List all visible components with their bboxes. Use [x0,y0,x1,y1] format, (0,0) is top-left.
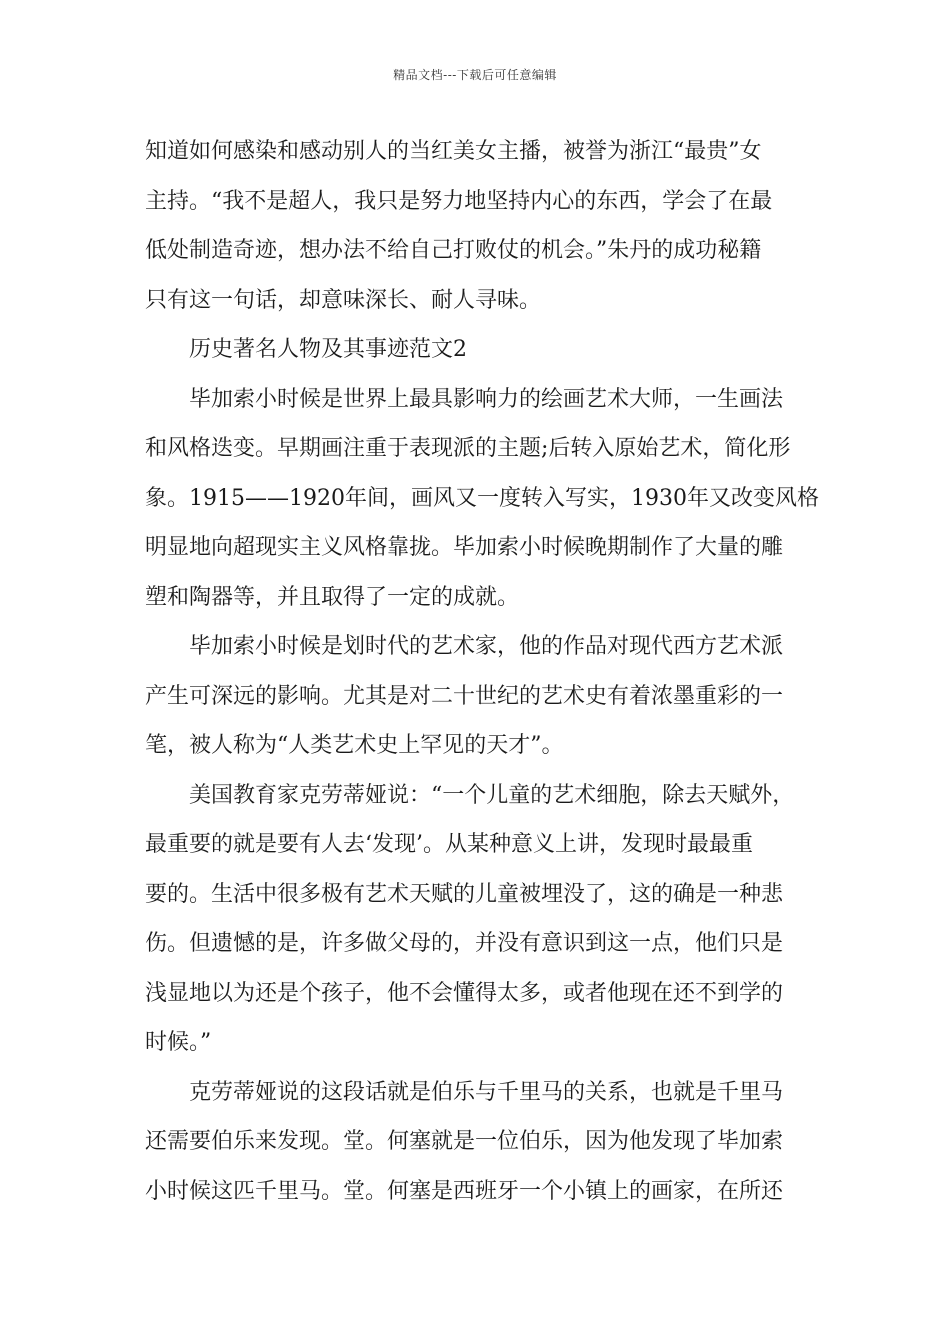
page-header: 精品文档---下载后可任意编辑 [393,68,557,82]
text-line: 还需要伯乐来发现。堂。何塞就是一位伯乐，因为他发现了毕加索 [145,1129,784,1154]
text-line: 知道如何感染和感动别人的当红美女主播，被誉为浙江“最贵”女 [145,139,762,164]
text-line: 毕加索小时候是世界上最具影响力的绘画艺术大师，一生画法 [189,386,784,412]
text-line: 笔，被人称为“人类艺术史上罕见的天才”。 [145,733,564,758]
text-line: 小时候这匹千里马。堂。何塞是西班牙一个小镇上的画家，在所还 [145,1178,784,1204]
text-line: 和风格迭变。早期画注重于表现派的主题;后转入原始艺术，简化形 [145,436,791,461]
text-line: 产生可深远的影响。尤其是对二十世纪的艺术史有着浓墨重彩的一 [145,683,784,709]
text-line: 主持。“我不是超人，我只是努力地坚持内心的东西，学会了在最 [145,188,773,214]
document-body [145,127,819,1216]
text-line: 塑和陶器等，并且取得了一定的成就。 [145,584,520,610]
text-line: 毕加索小时候是划时代的艺术家，他的作品对现代西方艺术派 [189,634,784,659]
text-line: 克劳蒂娅说的这段话就是伯乐与千里马的关系，也就是千里马 [189,1079,784,1105]
text-line: 要的。生活中很多极有艺术天赋的儿童被埋没了，这的确是一种悲 [145,881,784,907]
text-line: 低处制造奇迹，想办法不给自己打败仗的机会。”朱丹的成功秘籍 [145,238,762,263]
text-line: 浅显地以为还是个孩子，他不会懂得太多，或者他现在还不到学的 [145,980,784,1006]
section-heading: 历史著名人物及其事迹范文2 [189,337,467,362]
text-line: 伤。但遗憾的是，许多做父母的，并没有意识到这一点，他们只是 [145,931,784,956]
text-line: 美国教育家克劳蒂娅说：“一个儿童的艺术细胞，除去天赋外， [189,782,795,808]
text-line: 明显地向超现实主义风格靠拢。毕加索小时候晚期制作了大量的雕 [145,535,784,560]
text-line: 象。1915——1920年间，画风又一度转入写实，1930年又改变风格 [145,485,819,511]
text-line: 时候。” [145,1030,212,1055]
text-line: 最重要的就是要有人去‘发现’。从某种意义上讲，发现时最最重 [145,832,753,857]
text-line: 只有这一句话，却意味深长、耐人寻味。 [145,287,542,313]
